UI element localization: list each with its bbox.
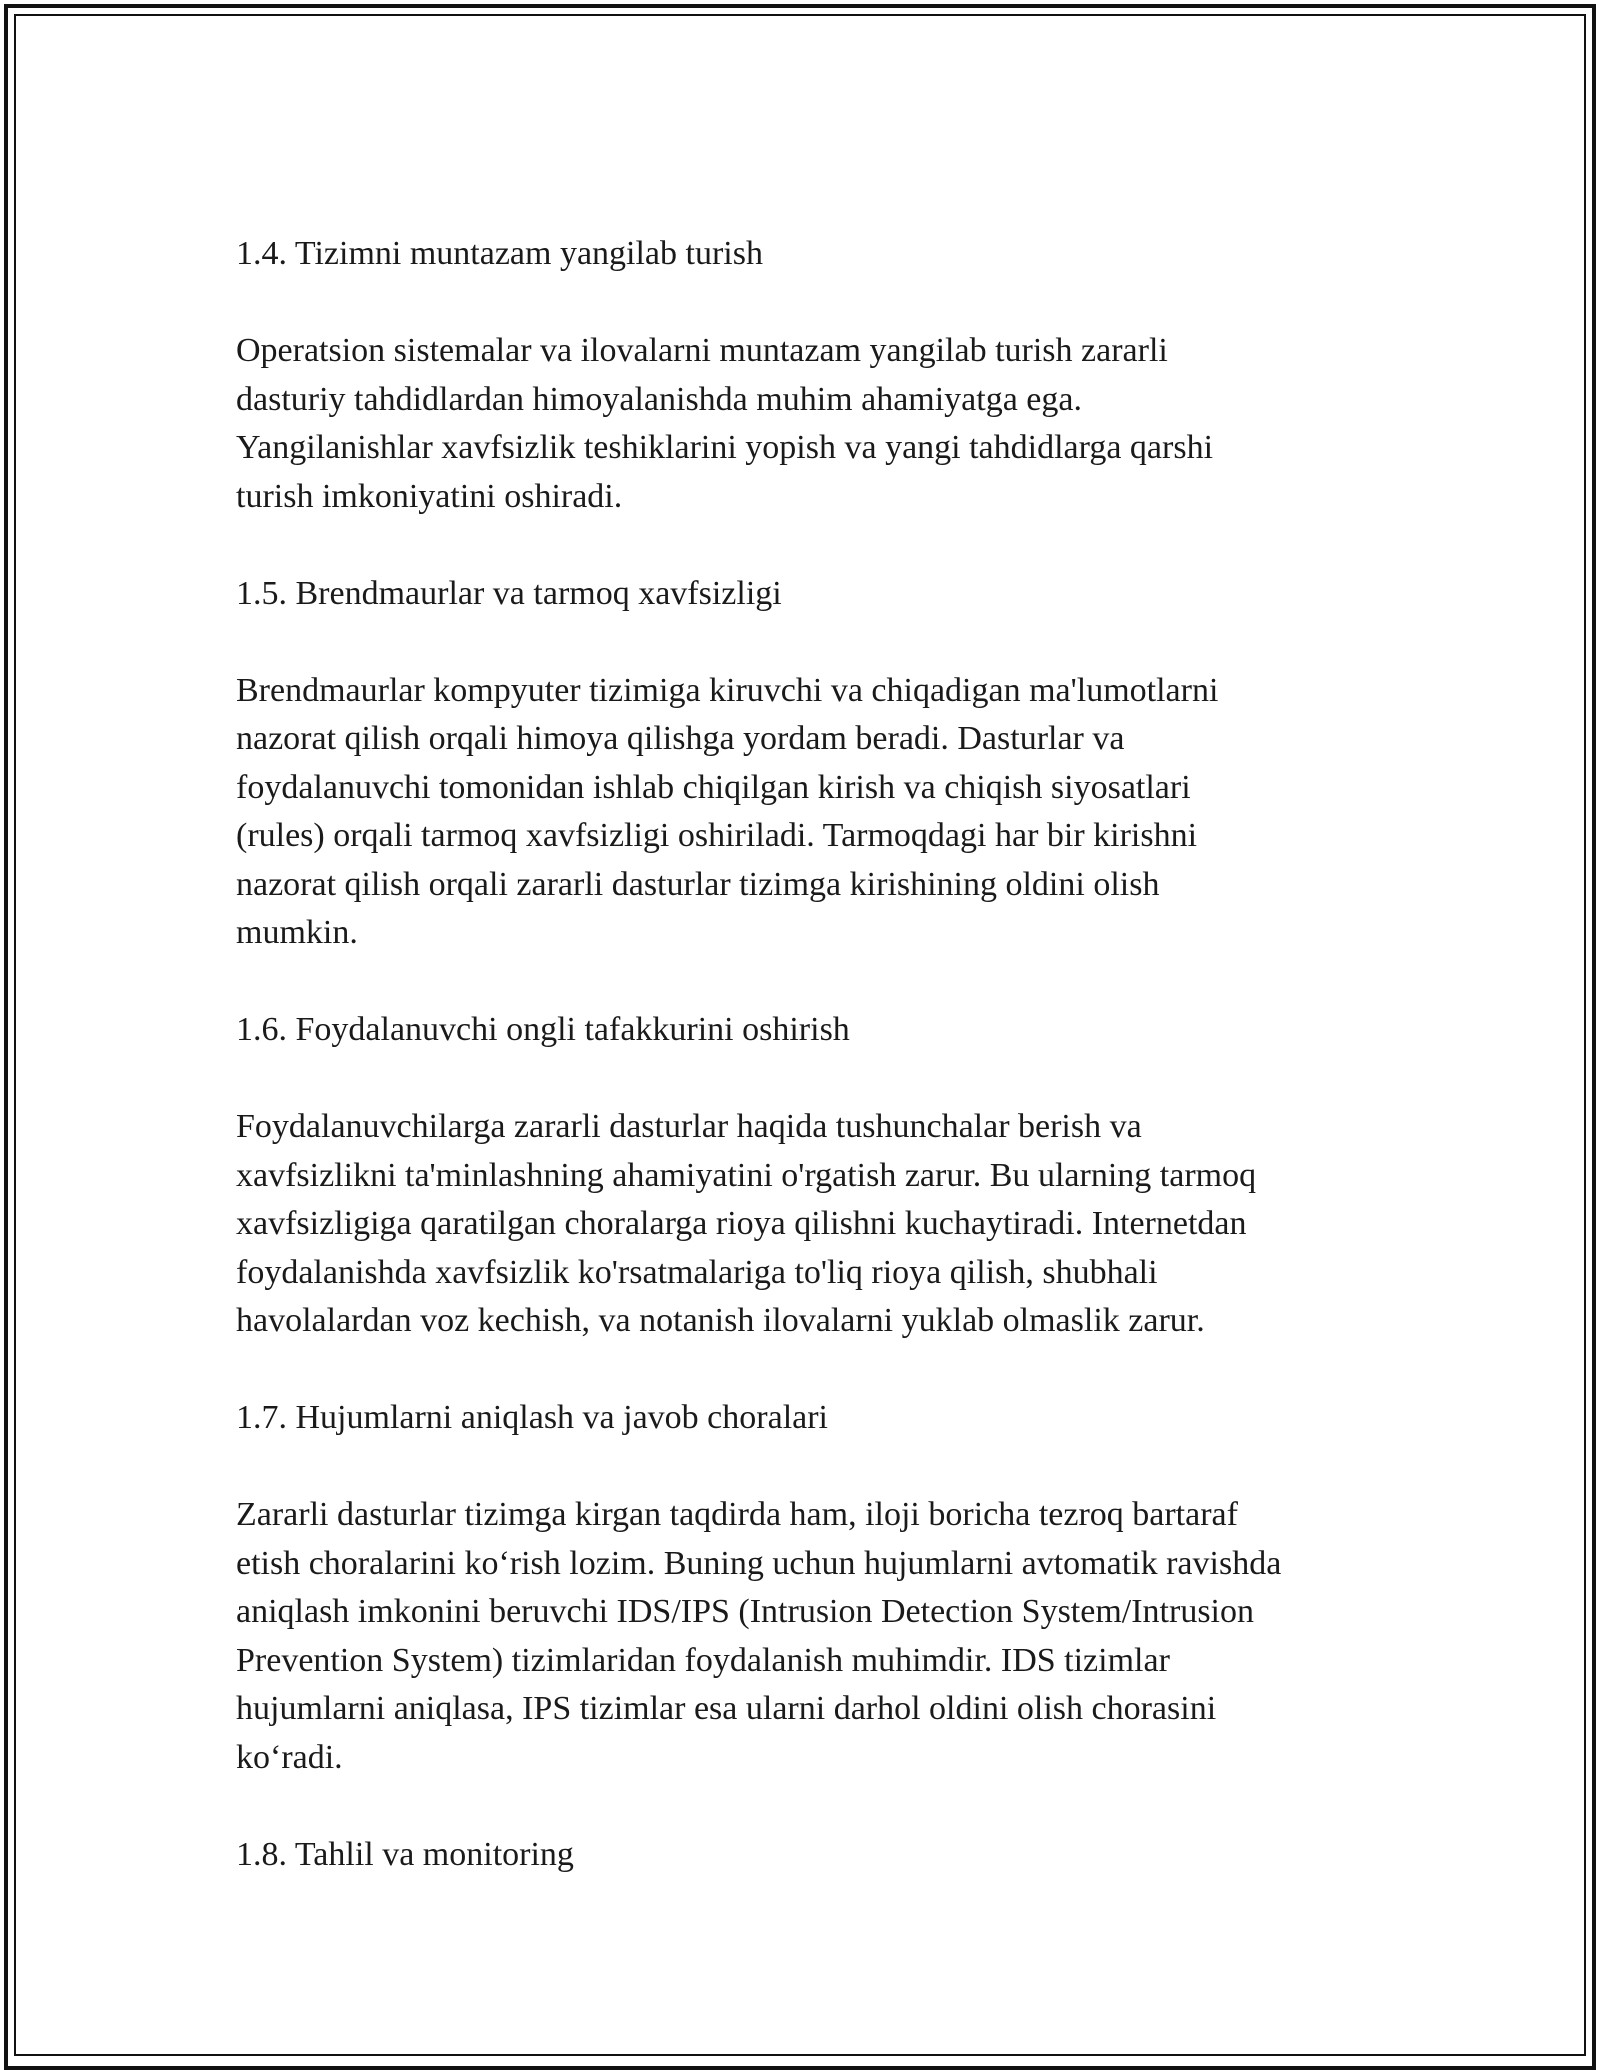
section-heading: 1.5. Brendmaurlar va tarmoq xavfsizligi xyxy=(236,574,782,612)
section-1-8 xyxy=(236,1831,1386,1880)
paragraph-line: Foydalanuvchilarga zararli dasturlar haqida tushunchalar berish va xyxy=(236,1108,1142,1145)
section-heading: 1.8. Tahlil va monitoring xyxy=(236,1835,574,1873)
paragraph-line: foydalanishda xavfsizlik ko'rsatmalariga to'liq rioya qilish, shubhali xyxy=(236,1253,1158,1291)
section-1-6 xyxy=(236,1006,1386,1346)
section-1-4 xyxy=(236,230,1386,521)
section-paragraph xyxy=(236,327,1386,521)
paragraph-line: Brendmaurlar kompyuter tizimiga kiruvchi va chiqadigan ma'lumotlarni xyxy=(236,671,1219,709)
section-1-7 xyxy=(236,1394,1386,1782)
paragraph-line: (rules) orqali tarmoq xavfsizligi oshiriladi. Tarmoqdagi har bir kirishni xyxy=(236,817,1198,854)
paragraph-line: havolalardan voz kechish, va notanish ilovalarni yuklab olmaslik zarur. xyxy=(236,1302,1205,1339)
paragraph-line: Zararli dasturlar tizimga kirgan taqdirda ham, iloji boricha tezroq bartaraf xyxy=(236,1496,1238,1533)
paragraph-line: Prevention System) tizimlaridan foydalanish muhimdir. IDS tizimlar xyxy=(236,1641,1170,1679)
section-heading: 1.6. Foydalanuvchi ongli tafakkurini oshirish xyxy=(236,1011,850,1048)
paragraph-line: turish imkoniyatini oshiradi. xyxy=(236,477,623,515)
section-paragraph xyxy=(236,1103,1386,1346)
section-1-5 xyxy=(236,570,1386,958)
paragraph-line: dasturiy tahdidlardan himoyalanishda muhim ahamiyatga ega. xyxy=(236,380,1082,418)
paragraph-line: aniqlash imkonini beruvchi IDS/IPS (Intrusion Detection System/Intrusion xyxy=(236,1593,1255,1630)
paragraph-line: foydalanuvchi tomonidan ishlab chiqilgan kirish va chiqish siyosatlari xyxy=(236,768,1191,806)
paragraph-line: Yangilanishlar xavfsizlik teshiklarini yopish va yangi tahdidlarga qarshi xyxy=(236,429,1214,466)
paragraph-line: etish choralarini ko‘rish lozim. Buning uchun hujumlarni avtomatik ravishda xyxy=(236,1544,1282,1582)
paragraph-line: Operatsion sistemalar va ilovalarni muntazam yangilab turish zararli xyxy=(236,332,1168,369)
document-body xyxy=(236,230,1386,1879)
paragraph-line: hujumlarni aniqlasa, IPS tizimlar esa ularni darhol oldini olish chorasini xyxy=(236,1690,1217,1727)
paragraph-line: xavfsizlikni ta'minlashning ahamiyatini o'rgatish zarur. Bu ularning tarmoq xyxy=(236,1156,1257,1194)
paragraph-line: nazorat qilish orqali himoya qilishga yordam beradi. Dasturlar va xyxy=(236,720,1125,757)
section-heading: 1.4. Tizimni muntazam yangilab turish xyxy=(236,235,763,272)
paragraph-line: mumkin. xyxy=(236,914,358,951)
paragraph-line: nazorat qilish orqali zararli dasturlar tizimga kirishining oldini olish xyxy=(236,865,1160,903)
paragraph-line: xavfsizligiga qaratilgan choralarga rioya qilishni kuchaytiradi. Internetdan xyxy=(236,1205,1247,1242)
paragraph-line: ko‘radi. xyxy=(236,1738,343,1776)
section-paragraph xyxy=(236,1491,1386,1782)
section-paragraph xyxy=(236,667,1386,958)
section-heading: 1.7. Hujumlarni aniqlash va javob choralari xyxy=(236,1399,828,1436)
